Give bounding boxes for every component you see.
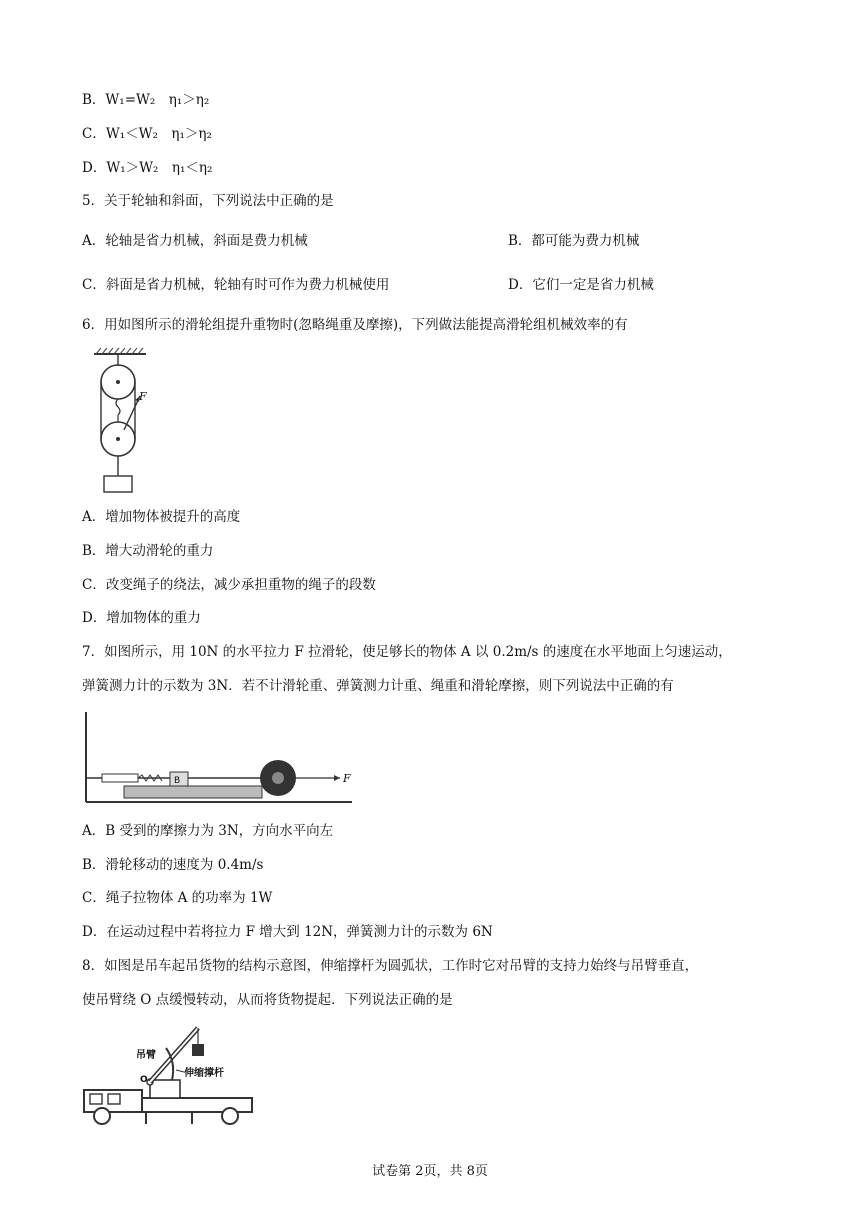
q6-option-a: A．增加物体被提升的高度 — [82, 509, 241, 525]
q7-stem-line2: 弹簧测力计的示数为 3N．若不计滑轮重、弹簧测力计重、绳重和滑轮摩擦，则下列说法中正确的有 — [82, 678, 674, 694]
option-text: W₁=W₂ η₁＞η₂ — [105, 92, 210, 108]
crane-figure — [80, 1020, 260, 1126]
q7-option-b: B．滑轮移动的速度为 0.4m/s — [82, 857, 264, 873]
q7-option-a: A．B 受到的摩擦力为 3N，方向水平向左 — [82, 823, 334, 839]
q5-option-d: D．它们一定是省力机械 — [508, 277, 654, 293]
q4-option-b — [82, 91, 209, 109]
option-text: W₁＜W₂ η₁＞η₂ — [105, 126, 212, 142]
q5-stem: 5．关于轮轴和斜面，下列说法中正确的是 — [82, 193, 334, 209]
q5-option-c: C．斜面是省力机械，轮轴有时可作为费力机械使用 — [82, 277, 390, 293]
arm-label: 吊臂 — [136, 1050, 156, 1061]
option-label: B． — [82, 92, 106, 108]
spring-scale-pulley-figure — [82, 712, 357, 808]
q7-option-d: D．在运动过程中若将拉力 F 增大到 12N，弹簧测力计的示数为 6N — [82, 924, 493, 940]
option-label: D． — [82, 160, 107, 176]
option-text: W₁＞W₂ η₁＜η₂ — [106, 160, 213, 176]
page-footer: 试卷第 2页，共 8页 — [372, 1164, 488, 1179]
force-f-label: F — [139, 390, 147, 403]
option-label: C． — [82, 126, 106, 142]
q7-option-c: C．绳子拉物体 A 的功率为 1W — [82, 890, 273, 906]
force-f-label: F — [343, 772, 351, 785]
q6-stem: 6．用如图所示的滑轮组提升重物时(忽略绳重及摩擦)，下列做法能提高滑轮组机械效率的有 — [82, 317, 628, 333]
block-b-label: B — [174, 776, 181, 786]
q5-option-b: B．都可能为费力机械 — [508, 233, 640, 249]
q4-option-d — [82, 159, 212, 177]
q6-option-d: D．增加物体的重力 — [82, 610, 201, 626]
q4-option-c — [82, 125, 212, 143]
q6-option-b: B．增大动滑轮的重力 — [82, 543, 214, 559]
q6-option-c: C．改变绳子的绕法，减少承担重物的绳子的段数 — [82, 577, 376, 593]
q8-stem-line2: 使吊臂绕 O 点缓慢转动，从而将货物提起．下列说法正确的是 — [82, 992, 453, 1008]
pivot-o-label: O — [140, 1075, 148, 1085]
pulley-system-figure — [88, 344, 168, 496]
q8-stem-line1: 8．如图是吊车起吊货物的结构示意图，伸缩撑杆为圆弧状，工作时它对吊臂的支持力始终与吊臂垂直， — [82, 958, 699, 974]
q7-stem-line1: 7．如图所示，用 10N 的水平拉力 F 拉滑轮，使足够长的物体 A 以 0.2m/s 的速度在水平地面上匀速运动， — [82, 644, 732, 660]
q5-option-a: A．轮轴是省力机械，斜面是费力机械 — [82, 233, 308, 249]
rod-label: 伸缩撑杆 — [184, 1068, 224, 1079]
